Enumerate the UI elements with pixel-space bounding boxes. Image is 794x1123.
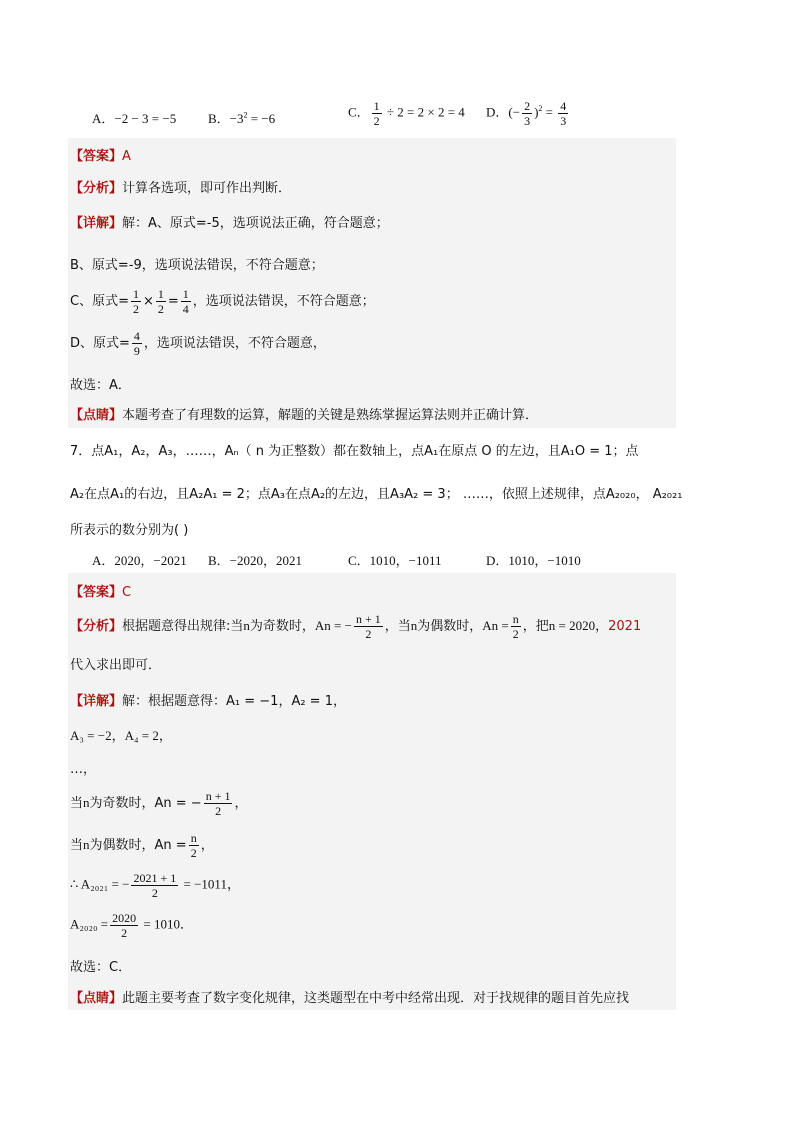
analysis-tag: 【分析】 — [70, 619, 123, 634]
line-suffix: ， — [234, 796, 248, 811]
analysis-value: 2021 — [608, 619, 642, 634]
frac-num: 2 — [524, 99, 531, 113]
q7-detail-line1 — [70, 690, 346, 709]
line-suffix: = 1010． — [140, 916, 193, 932]
q6-option-b-suffix: = −6 — [247, 111, 276, 126]
answer-value: C — [122, 585, 132, 600]
q6-option-a: A．−2 − 3 = −5 — [92, 111, 177, 126]
q6-option-d — [486, 100, 570, 127]
q6-detail-line4 — [70, 330, 326, 357]
q6-option-b-prefix: B．−3 — [208, 111, 244, 126]
line-prefix: A₂₀₂₀ = — [70, 916, 109, 932]
q6-detail-line2: B、原式=-9，选项说法错误，不符合题意； — [70, 258, 324, 273]
q7-detail-line2: A₃ = −2，A₄ = 2， — [70, 728, 172, 743]
q7-choose: 故选：C． — [70, 960, 132, 975]
detail-tag: 【详解】 — [70, 694, 123, 709]
frac-den: 3 — [524, 114, 531, 128]
frac-den: 2 — [512, 627, 519, 641]
q6-option-c — [348, 100, 465, 127]
comment-tag: 【点睛】 — [70, 991, 123, 1006]
line-prefix: D、原式= — [70, 336, 130, 351]
q7-stem-line2: A₂在点A₁的右边，且A₂A₁ = 2；点A₃在点A₂的左边，且A₃A₂ = 3； ……，依照上述规律，点A₂₀₂₀， A₂₀₂₁ — [70, 487, 683, 502]
fraction — [354, 613, 383, 640]
line-prefix: 当 — [70, 796, 84, 811]
q6-option-d-eq: = — [542, 104, 557, 120]
q7-option-d: D．1010，−1010 — [486, 553, 581, 568]
fraction — [181, 288, 191, 315]
var-n: n — [83, 795, 90, 810]
fraction — [132, 330, 142, 357]
answer-value: A — [122, 149, 131, 164]
q7-stem-line3: 所表示的数分别为( ) — [70, 523, 189, 538]
q7-option-b: B．−2020，2021 — [208, 553, 303, 568]
analysis-text: 为奇数时， — [249, 619, 315, 634]
frac-num: 1 — [373, 99, 380, 113]
frac-num: n + 1 — [355, 612, 381, 626]
frac-num: 1 — [182, 287, 189, 301]
q6-option-b-exp: 2 — [243, 110, 248, 120]
q6-option-d-prefix: D．(− — [486, 104, 521, 120]
answer-tag: 【答案】 — [70, 149, 123, 164]
q7-detail-line4 — [70, 790, 248, 817]
line-prefix: C、原式= — [70, 294, 129, 309]
q7-option-a: A．2020，−2021 — [92, 553, 187, 568]
frac-num: 4 — [133, 329, 140, 343]
analysis-text: 计算各选项，即可作出判断． — [122, 181, 292, 196]
var-n: n — [243, 618, 250, 633]
comment-text: 本题考查了有理数的运算，解题的关键是熟练掌握运算法则并正确计算． — [122, 408, 539, 423]
frac-den: 2 — [151, 886, 158, 900]
q6-option-d-exp: 2 — [538, 104, 543, 114]
q7-detail-line7 — [70, 912, 193, 939]
detail-tag: 【详解】 — [70, 216, 123, 231]
q6-option-d-paren: ) — [534, 104, 539, 120]
frac-den: 2 — [121, 926, 128, 940]
line-prefix: ∴ A₂₀₂₁ = − — [70, 876, 130, 892]
q6-answer — [70, 145, 131, 164]
times-sign: × — [142, 294, 154, 309]
frac-den: 9 — [133, 344, 140, 358]
frac-den: 4 — [182, 302, 189, 316]
line-suffix: = −1011， — [180, 876, 240, 892]
frac-num: 2020 — [112, 911, 137, 925]
fraction — [189, 832, 199, 859]
q6-comment — [70, 404, 538, 423]
analysis-expr: An = − — [314, 618, 352, 633]
q7-detail-line5 — [70, 832, 214, 859]
frac-num: 1 — [132, 287, 139, 301]
comment-tag: 【点睛】 — [70, 408, 123, 423]
detail-text: 解：A、原式=-5，选项说法正确，符合题意； — [122, 216, 389, 231]
analysis-text: ，把 — [522, 619, 549, 634]
q6-option-d-fraction — [522, 100, 532, 127]
analysis-text: 为偶数时， — [417, 619, 483, 634]
frac-num: 1 — [157, 287, 164, 301]
line-prefix: 当 — [70, 838, 84, 853]
fraction — [156, 288, 166, 315]
frac-den: 2 — [190, 846, 197, 860]
analysis-expr: An = — [482, 618, 509, 633]
line-mid: 为奇数时，An = − — [89, 796, 202, 811]
q7-analysis — [70, 613, 641, 640]
frac-num: 2021 + 1 — [133, 871, 177, 885]
frac-num: 4 — [560, 99, 567, 113]
q7-stem-line1: 7．点A₁，A₂，A₃，……，Aₙ（ n 为正整数）都在数轴上，点A₁在原点 O 的左边，且A₁O = 1；点 — [70, 444, 639, 459]
q6-detail-line3 — [70, 288, 375, 315]
analysis-expr: n = 2020， — [548, 618, 609, 633]
fraction — [131, 872, 178, 899]
var-n: n — [83, 837, 90, 852]
frac-den: 2 — [215, 804, 222, 818]
frac-num: n + 1 — [205, 789, 231, 803]
fraction — [110, 912, 138, 939]
q7-detail-line6 — [70, 872, 240, 899]
fraction — [131, 288, 141, 315]
q6-analysis — [70, 177, 291, 196]
answer-tag: 【答案】 — [70, 585, 123, 600]
q6-option-c-prefix: C． — [348, 104, 370, 120]
frac-den: 3 — [560, 114, 567, 128]
q6-option-d-result — [558, 100, 568, 127]
line-suffix: ，选项说法错误，不符合题意； — [192, 294, 375, 309]
fraction — [511, 613, 521, 640]
frac-den: 2 — [157, 302, 164, 316]
line-mid: 为偶数时，An = — [89, 838, 187, 853]
frac-num: n — [190, 831, 197, 845]
equals-sign: = — [167, 294, 179, 309]
q7-answer — [70, 581, 131, 600]
analysis-tag: 【分析】 — [70, 181, 123, 196]
q6-choose: 故选：A． — [70, 378, 131, 393]
q6-option-c-fraction — [372, 100, 382, 127]
frac-num: n — [512, 612, 519, 626]
var-n: n — [410, 618, 418, 633]
q6-detail-line1 — [70, 212, 389, 231]
analysis-text: 根据题意得出规律:当 — [122, 619, 244, 634]
line-suffix: ， — [200, 838, 214, 853]
fraction — [204, 790, 233, 817]
comment-text: 此题主要考查了数字变化规律，这类题型在中考中经常出现．对于找规律的题目首先应找 — [122, 991, 630, 1006]
q7-option-c: C．1010，−1011 — [348, 553, 442, 568]
line-suffix: ，选项说法错误，不符合题意， — [143, 336, 326, 351]
frac-den: 2 — [132, 302, 139, 316]
frac-den: 2 — [365, 627, 372, 641]
q6-option-b — [208, 108, 275, 127]
q7-analysis-line2: 代入求出即可． — [70, 658, 162, 673]
detail-text: 解：根据题意得：A₁ = −1，A₂ = 1， — [122, 694, 346, 709]
q7-comment — [70, 987, 629, 1006]
frac-den: 2 — [373, 114, 380, 128]
q6-option-c-suffix: ÷ 2 = 2 × 2 = 4 — [383, 104, 465, 120]
analysis-text: ，当 — [384, 619, 411, 634]
q7-detail-line3: …， — [70, 762, 97, 777]
